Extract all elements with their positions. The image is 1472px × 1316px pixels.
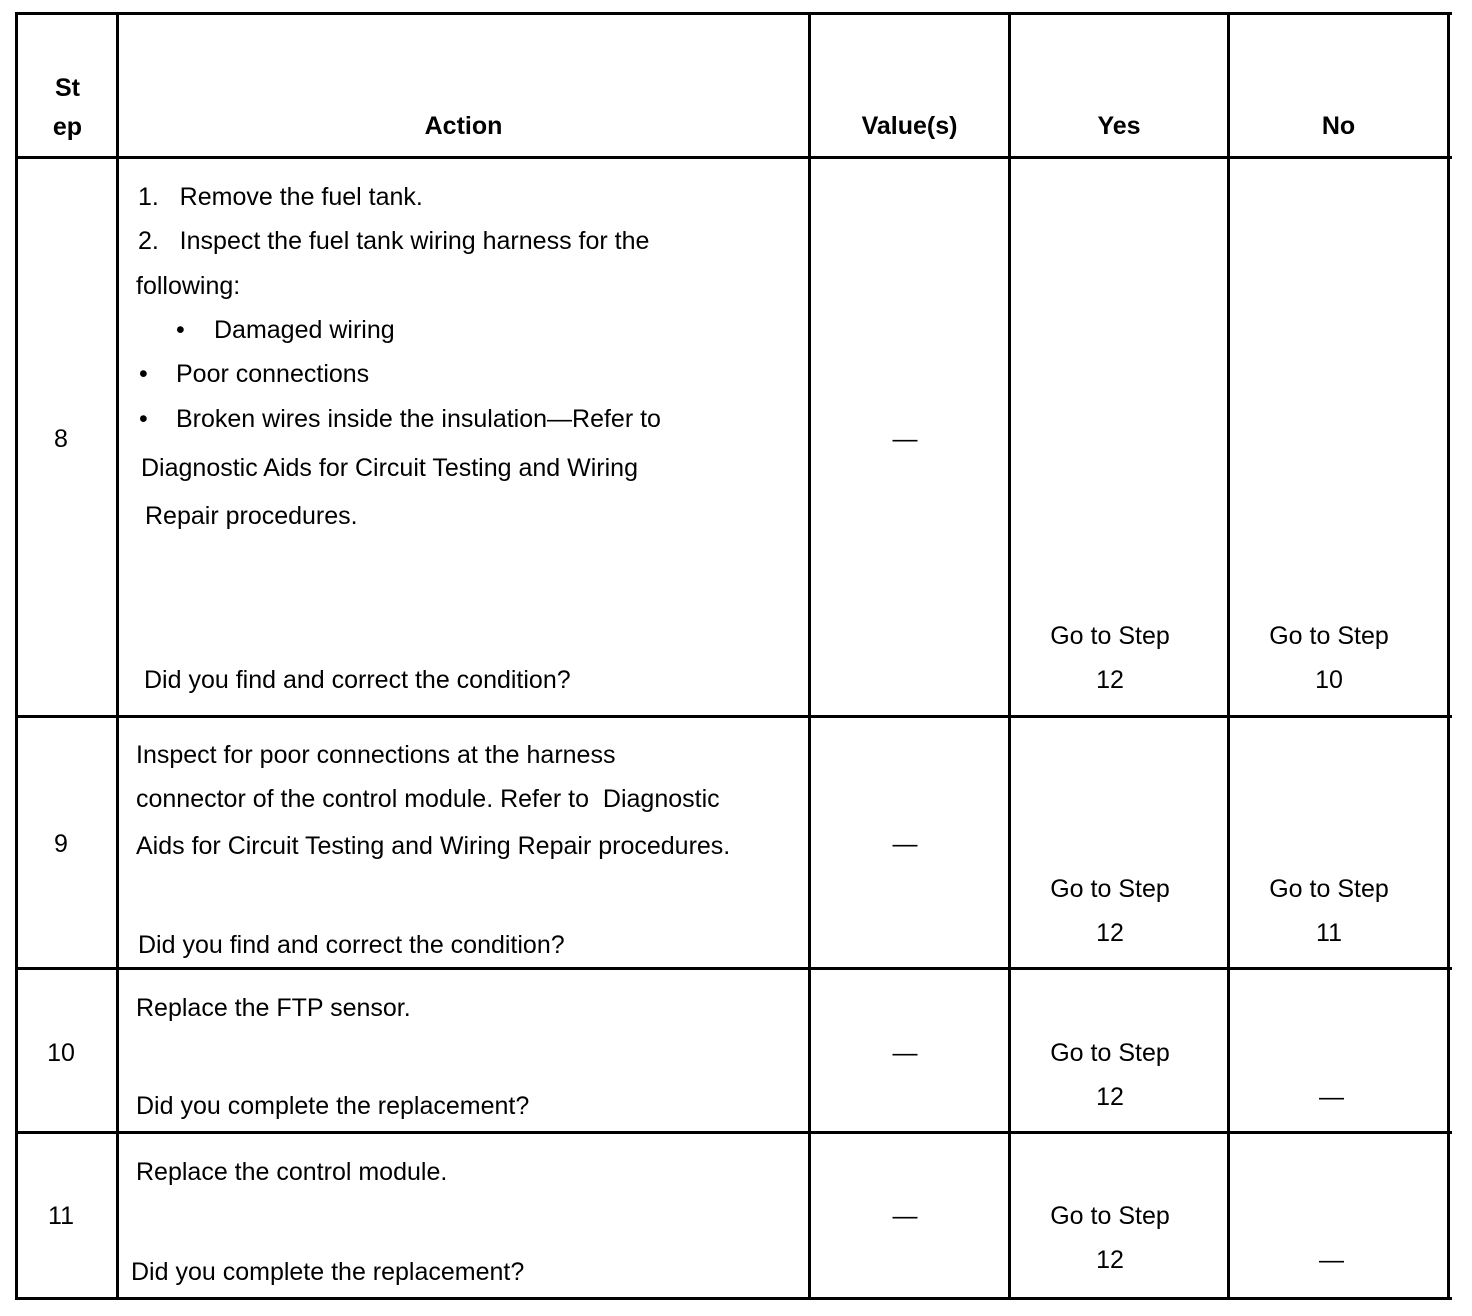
step-number: 10 [47,1039,75,1067]
grid-line-right [1447,12,1450,1300]
no-target-line2: 11 [1316,919,1342,947]
no-dash: — [1319,1246,1344,1274]
action-line: 2. Inspect the fuel tank wiring harness for the [138,227,650,255]
grid-line-row8-bottom [15,715,1452,718]
no-target-line1: Go to Step [1269,875,1389,903]
grid-line-col-step [116,12,119,1300]
action-line: Replace the FTP sensor. [136,994,411,1022]
action-line: Broken wires inside the insulation—Refer to [176,405,661,433]
grid-line-header-bottom [15,156,1452,159]
yes-target-line2: 12 [1096,1083,1124,1111]
grid-line-col-action [808,12,811,1300]
header-yes: Yes [1097,112,1141,140]
value-dash: — [892,1039,918,1067]
action-question: Did you complete the replacement? [136,1092,530,1120]
grid-line-top [15,12,1452,15]
action-line: connector of the control module. Refer to Diagnostic [136,785,720,813]
action-line: Aids for Circuit Testing and Wiring Repair procedures. [136,832,731,860]
grid-line-row10-bottom [15,1131,1452,1134]
yes-target-line1: Go to Step [1050,1039,1170,1067]
action-question: Did you find and correct the condition? [144,666,571,694]
action-line: Inspect for poor connections at the harness [136,741,616,769]
yes-target-line1: Go to Step [1050,622,1170,650]
header-step-line1: St [55,74,80,102]
header-no: No [1321,112,1356,140]
action-line: Repair procedures. [145,502,358,530]
bullet-icon: • [139,360,148,388]
header-values: Value(s) [861,112,958,140]
yes-target-line1: Go to Step [1050,875,1170,903]
step-number: 11 [48,1202,74,1230]
yes-target-line2: 12 [1096,666,1124,694]
action-question: Did you find and correct the condition? [138,931,565,959]
value-dash: — [892,830,918,858]
action-line: following: [136,272,241,300]
bullet-icon: • [139,405,148,433]
action-line: Damaged wiring [214,316,395,344]
grid-line-row9-bottom [15,967,1452,970]
no-target-line1: Go to Step [1269,622,1389,650]
action-line: Poor connections [176,360,370,388]
yes-target-line1: Go to Step [1050,1202,1170,1230]
no-dash: — [1319,1083,1344,1111]
action-line: Diagnostic Aids for Circuit Testing and Wiring [141,454,638,482]
action-line: Replace the control module. [136,1158,448,1186]
value-dash: — [892,425,918,453]
yes-target-line2: 12 [1096,1246,1124,1274]
bullet-icon: • [176,316,185,344]
action-line: 1. Remove the fuel tank. [138,183,423,211]
action-question: Did you complete the replacement? [131,1258,525,1286]
step-number: 8 [54,425,68,453]
header-step-line2: ep [52,113,83,141]
step-number: 9 [54,830,68,858]
value-dash: — [892,1202,918,1230]
grid-line-bottom [15,1297,1452,1300]
yes-target-line2: 12 [1096,919,1124,947]
header-action: Action [424,112,503,140]
no-target-line2: 10 [1315,666,1343,694]
grid-line-left [15,12,18,1300]
